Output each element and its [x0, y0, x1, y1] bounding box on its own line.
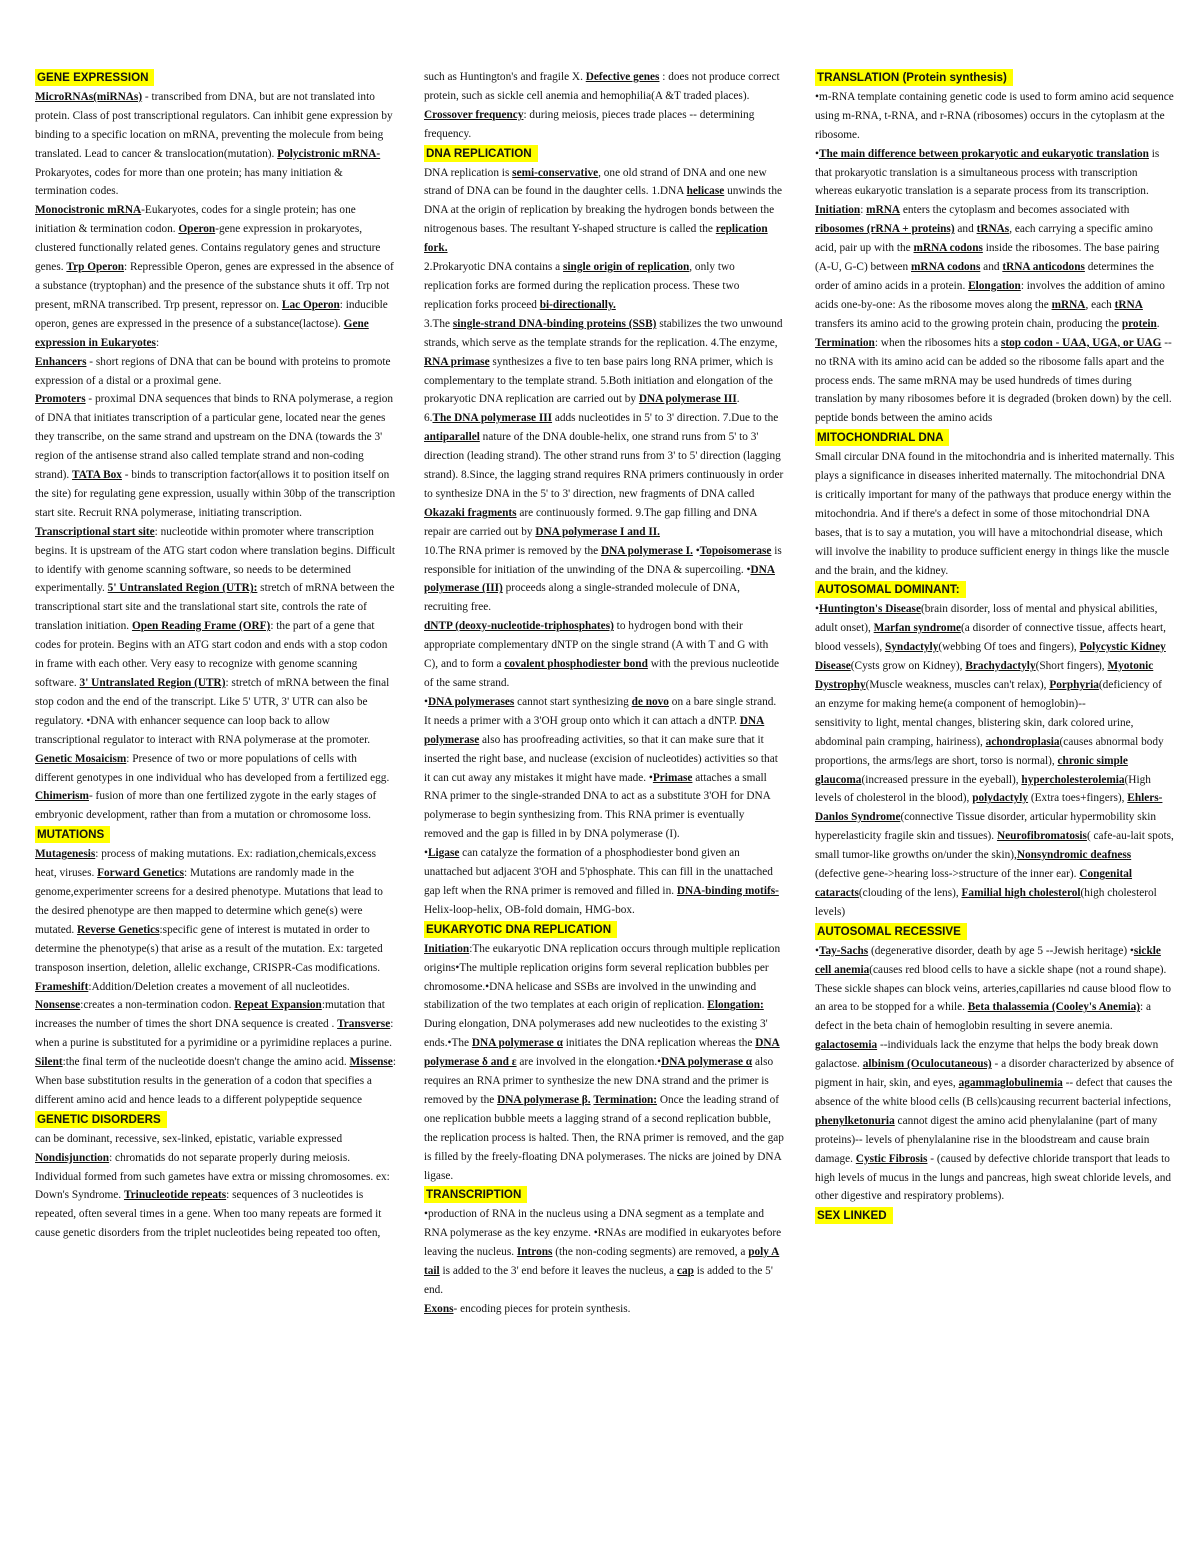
- text-run: (the non-coding segments) are removed, a: [552, 1246, 749, 1259]
- text-run: .: [736, 393, 740, 406]
- text-run: Once the leading strand of one replication bubble meets a lagging strand of a second replication bubble, the replication process is halted. Then, the RNA primer is removed, and the gap is filled by the freely-floating DNA polymerases. The nicks are joined by DNA ligase.: [424, 1093, 784, 1182]
- text-run: - a disorder characterized by absence of pigment in hair, skin, and eyes,: [815, 1058, 1174, 1090]
- text-run: can be dominant, recessive, sex-linked, epistatic, variable expressed: [35, 1132, 343, 1145]
- section-sex-linked: [815, 1206, 1175, 1226]
- text-run: stretch of mRNA between the transcriptional start site and the translational start site, controls the rate of translation initiation.: [35, 582, 395, 633]
- text-run: , only two replication forks are formed during the replication process. These two replication forks proceed: [424, 261, 740, 311]
- key-term: Nondisjunction: [35, 1151, 110, 1164]
- key-term: Reverse Genetics: [77, 923, 160, 936]
- key-term: Neurofibromatosis: [996, 830, 1087, 843]
- key-term: MicroRNAs(miRNAs): [35, 90, 143, 103]
- text-run: : Presence of two or more populations of cells with different genotypes in one individual who has developed from a fertilized egg.: [35, 752, 390, 784]
- section-translation-protein-synthesis: [815, 68, 1175, 428]
- key-term: de novo: [631, 695, 669, 708]
- text-run: : When base substitution results in the generation of a codon that specifies a different amino acid and hence leads to a different polypeptide sequence: [35, 1056, 396, 1106]
- paragraph: [35, 88, 397, 201]
- key-term: DNA polymerase I.: [600, 544, 693, 557]
- key-term: tRNA: [1114, 298, 1143, 311]
- paragraph: [424, 409, 785, 541]
- text-run: : inducible operon, genes are expressed in the presence of a substance(lactose).: [35, 298, 388, 330]
- text-run: :creates a non-termination codon.: [80, 999, 235, 1012]
- key-term: Operon: [178, 223, 216, 236]
- key-term: Elongation: [968, 279, 1021, 292]
- section-genetic-disorders: [35, 1110, 397, 1243]
- key-term: Nonsyndromic deafness: [1016, 849, 1132, 862]
- key-term: Congenital cataracts: [815, 868, 1133, 899]
- text-run: : nucleotide within promoter where transcription begins. It is upstream of the ATG start codon where translation begins. Difficult to identify with genome scanning software, so needs to be determined experimentally.: [35, 525, 395, 595]
- key-term: Ehlers-Danlos Syndrome: [815, 792, 1163, 824]
- key-term: Marfan syndrome: [873, 622, 962, 635]
- key-term: cap: [677, 1265, 694, 1278]
- paragraph: [424, 844, 785, 920]
- text-run: (High levels of cholesterol in the blood),: [815, 773, 1151, 805]
- text-run: are involved in the elongation.•: [516, 1056, 662, 1069]
- key-term: Defective genes: [585, 71, 660, 83]
- text-run: 2.Prokaryotic DNA contains a: [424, 261, 563, 274]
- key-term: tRNAs: [976, 223, 1010, 236]
- text-run: : involves the addition of amino acids one-by-one: As the ribosome moves along the: [815, 279, 1165, 311]
- text-run: (connective Tissue disorder, articular hypermobility skin hyperelasticity fragile skin and tissues).: [815, 811, 1157, 843]
- section-autosomal-recessive: [815, 922, 1175, 1207]
- text-run: (causes abnormal body proportions, the arms/legs are short, torso is normal),: [815, 735, 1164, 767]
- text-run: : does not produce correct protein, such as sickle cell anemia and hemophilia(A &T traded places).: [424, 71, 780, 102]
- key-term: bi-directionally.: [539, 298, 616, 311]
- text-run: - proximal DNA sequences that binds to RNA polymerase, a region of DNA that initiates transcription of a particular gene, located near the genes they transcribe, on the same strand and upstream on the DNA (towards the 3' region of the antisense strand also called template strand and non-coding strand).: [35, 393, 394, 482]
- text-run: are continuously formed. 9.The gap filling and DNA repair are carried out by: [424, 506, 757, 538]
- key-term: helicase: [686, 185, 725, 198]
- key-term: Polycystic Kidney Disease: [815, 641, 1166, 673]
- key-term: Primase: [652, 771, 693, 784]
- text-run: (a disorder of connective tissue, affects heart, blood vessels),: [815, 622, 1166, 654]
- text-run: (degenerative disorder, death by age 5 --Jewish heritage) •: [868, 944, 1134, 957]
- paragraph: [35, 1149, 397, 1244]
- text-run: and: [980, 261, 1003, 274]
- key-term: Elongation:: [707, 999, 764, 1012]
- key-term: albinism (Oculocutaneous): [862, 1058, 992, 1071]
- key-term: DNA polymerase β.: [497, 1093, 591, 1106]
- text-run: •: [815, 603, 819, 616]
- text-run: adds nucleotides in 5' to 3' direction. 7.Due to the: [552, 412, 779, 425]
- text-run: transfers its amino acid to the growing protein chain, producing the: [815, 317, 1122, 330]
- text-run: :: [155, 336, 160, 349]
- key-term: mRNA: [1051, 298, 1086, 311]
- text-run: : a defect in the beta chain of hemoglobin resulting in severe anemia.: [815, 1001, 1152, 1033]
- key-term: agammaglobulinemia: [958, 1077, 1063, 1090]
- text-run: also requires an RNA primer to synthesize the new DNA strand and the primer is removed by the: [424, 1056, 774, 1106]
- section-mutations: [35, 825, 397, 1110]
- text-run: 6.: [424, 412, 433, 425]
- key-term: Familial high cholesterol: [961, 886, 1081, 899]
- text-run: .: [1156, 317, 1160, 330]
- key-term: tRNA anticodons: [1002, 261, 1085, 274]
- text-run: inside the ribosomes. The base pairing (A-U, G-C) between: [815, 242, 1160, 274]
- paragraph: [815, 448, 1175, 580]
- text-run: DNA replication is: [424, 166, 513, 179]
- text-run: : when the ribosomes hits a: [874, 336, 1001, 349]
- text-run: proceeds along a single-stranded molecule of DNA, recruiting free.: [424, 582, 740, 614]
- key-term: DNA polymerase α: [471, 1037, 563, 1050]
- text-run: (increased pressure in the eyeball),: [861, 773, 1022, 786]
- key-term: Open Reading Frame (ORF): [131, 620, 271, 633]
- key-term: Transverse: [337, 1018, 391, 1031]
- key-term: mRNA codons: [911, 261, 981, 274]
- key-term: mRNA: [866, 204, 901, 217]
- key-term: single origin of replication: [563, 261, 690, 274]
- key-term: DNA polymerases: [427, 695, 515, 708]
- section-heading: TRANSLATION (Protein synthesis): [815, 69, 1013, 86]
- key-term: polydactyly: [972, 792, 1029, 805]
- paragraph: [815, 88, 1175, 145]
- text-run: is added to the 3' end before it leaves the nucleus, a: [439, 1265, 678, 1278]
- text-run: can catalyze the formation of a phosphodiester bond given an unattached but adjacent 3'OH and 5'phosphate. This can fill in the unattached gap left when the RNA primer is removed and filled in.: [424, 847, 773, 897]
- text-run: unwinds the DNA at the origin of replication by breaking the hydrogen bonds between the nitrogenous bases. The resultant Y-shaped structure is called the: [424, 185, 782, 236]
- key-term: Porphyria: [1049, 679, 1099, 691]
- text-run: (webbing Of toes and fingers),: [938, 641, 1080, 654]
- text-run: •m-RNA template containing genetic code is used to form amino acid sequence using m-RNA, t-RNA, and r-RNA (ribosomes) occurs in the cytoplasm at the ribosome.: [815, 90, 1174, 141]
- text-run: (deficiency of an enzyme for making heme(a component of hemoglobin)--: [815, 679, 1162, 710]
- key-term: ribosomes (rRNA + proteins): [815, 223, 955, 236]
- text-run: •: [815, 147, 819, 160]
- key-term: Genetic Mosaicism: [35, 752, 127, 765]
- text-run: and: [954, 223, 977, 236]
- key-term: single-strand DNA-binding proteins (SSB): [452, 317, 657, 330]
- text-run: , one old strand of DNA and one new strand of DNA can be found in the daughter cells. 1.DNA: [424, 166, 767, 198]
- section-heading: MITOCHONDRIAL DNA: [815, 429, 949, 446]
- key-term: Frameshift: [35, 980, 89, 993]
- section-eukaryotic-dna-replication: [424, 920, 785, 1186]
- text-run: - fusion of more than one fertilized zygote in the early stages of embryonic development, rather than from a mutation or chromosome loss.: [35, 790, 377, 822]
- section-heading: GENETIC DISORDERS: [35, 1111, 167, 1128]
- section-heading: TRANSCRIPTION: [424, 1186, 527, 1203]
- key-term: DNA polymerase α: [661, 1056, 753, 1069]
- text-run: (high cholesterol levels): [815, 886, 1157, 918]
- text-run: determines the order of amino acids in a protein.: [815, 261, 1154, 292]
- key-term: Exons: [424, 1302, 454, 1315]
- text-run: stabilizes the two unwound strands, which serve as the template strands for the replication. 4.The enzyme,: [424, 317, 783, 349]
- text-run: : during meiosis, pieces trade places -- determining frequency.: [424, 108, 755, 140]
- key-term: Cystic Fibrosis: [855, 1152, 928, 1165]
- text-run: synthesizes a five to ten base pairs long RNA primer, which is complementary to the template strand. 5.Both initiation and elongation of the prokaryotic DNA replication are carried out by: [424, 355, 774, 406]
- text-run: - short regions of DNA that can be bound with proteins to promote expression of a distal or a proximal gene.: [35, 355, 391, 387]
- text-run: (Muscle weakness, muscles can't relax),: [865, 679, 1050, 691]
- text-run: on a bare single strand. It needs a primer with a 3'OH group onto which it can attach a dNTP.: [424, 695, 777, 727]
- paragraph: [424, 1300, 785, 1319]
- text-run: (Short fingers),: [1035, 660, 1108, 673]
- text-run: : process of making mutations. Ex: radiation,chemicals,excess heat, viruses.: [35, 848, 377, 880]
- section-autosomal-dominant: [815, 580, 1175, 921]
- key-term: chronic simple glaucoma: [815, 754, 1128, 786]
- text-run: Small circular DNA found in the mitochondria and is inherited maternally. This plays a significance in diseases inherited maternally. The mitochondrial DNA is critically important for many of the pathways that produce energy within the mitochondria. And if there's a defect in some of those mitochondrial DNA bases, that is to say a mutation, you will have a mitochondrial disease, which will involve the inability to produce sufficient energy in things like the muscle and the brain, and the kidney.: [815, 451, 1175, 577]
- text-run: Helix-loop-helix, OB-fold domain, HMG-box.: [424, 903, 635, 916]
- text-run: - binds to transcription factor(allows it to position itself on the site) for regulating gene expression, usually within 30bp of the transcription start site. Recruit RNA polymerase, initiating transcription.: [35, 469, 396, 519]
- paragraph: [424, 315, 785, 410]
- key-term: TATA Box: [72, 469, 122, 482]
- key-term: DNA polymerase: [424, 714, 765, 746]
- section-continued: [424, 68, 785, 144]
- key-term: Enhancers: [35, 355, 87, 368]
- key-term: Trp Operon: [66, 261, 125, 274]
- text-run: --individuals lack the enzyme that helps the body break down galactose.: [815, 1039, 1159, 1071]
- paragraph: [815, 942, 1175, 1207]
- key-term: covalent phosphodiester bond: [504, 658, 648, 671]
- section-heading: SEX LINKED: [815, 1207, 893, 1224]
- key-term: Forward Genetics: [97, 867, 185, 880]
- key-term: Myotonic Dystrophy: [815, 660, 1154, 691]
- text-run: -- defect that causes the absence of the white blood cells (B cells)causing recurrent bacterial infections,: [815, 1077, 1173, 1108]
- text-run: 10.The RNA primer is removed by the: [424, 544, 601, 557]
- paragraph: [424, 940, 785, 1186]
- paragraph: [35, 353, 397, 391]
- text-run: 3.The: [424, 317, 453, 330]
- key-term: Silent: [35, 1056, 63, 1069]
- key-term: Lac Operon: [281, 298, 340, 311]
- text-run: is that prokaryotic translation is a simultaneous process with transcription whereas eukaryotic translation is a separate process from its transcription.: [815, 147, 1160, 198]
- key-term: Chimerism: [35, 790, 89, 803]
- text-run: : Repressible Operon, genes are expressed in the absence of a substance (tryptophan) and the presence of the substance shuts it off. Trp not present, mRNA transcribed. Trp present, repressor on.: [35, 261, 394, 311]
- text-run: Prokaryotes, codes for more than one protein; has many initiation & termination codes.: [35, 166, 343, 198]
- key-term: Polycistronic mRNA-: [277, 147, 381, 160]
- section-heading: MUTATIONS: [35, 826, 110, 843]
- text-run: ( cafe-au-lait spots, small tumor-like growths on/under the skin),: [815, 830, 1174, 862]
- text-run: -Eukaryotes, codes for a single protein; has one initiation & termination codon.: [35, 204, 356, 236]
- text-run: :mutation that increases the number of times the short DNA sequence is created .: [35, 999, 385, 1031]
- column-1: [35, 68, 397, 1243]
- column-3: [815, 68, 1175, 1226]
- column-2: [424, 68, 785, 1319]
- section-transcription: [424, 1185, 785, 1318]
- text-run: attaches a small RNA primer to the single-stranded DNA to act as a substitute 3'OH for DNA polymerase to begin synthesizing from. This RNA primer is eventually removed and the gap is filled in by DNA polymerase (I).: [424, 771, 771, 841]
- text-run: (defective gene->hearing loss->structure of the inner ear).: [815, 868, 1080, 881]
- key-term: 3' Untranslated Region (UTR): [79, 677, 226, 689]
- text-run: is added to the 5' end.: [424, 1265, 773, 1296]
- key-term: RNA primase: [424, 355, 490, 368]
- section-heading: DNA REPLICATION: [424, 145, 538, 162]
- key-term: Okazaki fragments: [424, 506, 517, 519]
- key-term: Topoisomerase: [699, 544, 772, 557]
- key-term: Repeat Expansion: [234, 999, 322, 1012]
- paragraph: [35, 523, 397, 826]
- paragraph: [424, 164, 785, 259]
- key-term: Huntington's Disease: [818, 603, 921, 616]
- paragraph: [424, 1205, 785, 1300]
- key-term: Nonsense: [35, 999, 81, 1012]
- key-term: DNA polymerase I and II.: [535, 525, 660, 538]
- text-run: :: [860, 204, 867, 217]
- key-term: Missense: [349, 1056, 393, 1069]
- key-term: Gene expression in Eukaryotes: [35, 317, 369, 349]
- text-run: , each carrying a specific amino acid, pair up with the: [815, 223, 1153, 255]
- text-run: (clouding of the lens),: [858, 886, 962, 899]
- text-run: •: [424, 847, 428, 860]
- paragraph: [35, 1130, 397, 1149]
- key-term: Monocistronic mRNA: [35, 204, 142, 217]
- key-term: DNA polymerase (III): [424, 563, 775, 595]
- key-term: galactosemia: [815, 1039, 878, 1052]
- text-run: with the previous nucleotide of the same strand.: [424, 658, 780, 689]
- text-run: •: [424, 695, 428, 708]
- text-run: - encoding pieces for protein synthesis.: [453, 1302, 631, 1315]
- key-term: Introns: [516, 1246, 553, 1259]
- key-term: Termination:: [593, 1093, 658, 1106]
- text-run: :the final term of the nucleotide doesn't change the amino acid.: [62, 1056, 350, 1069]
- text-run: : stretch of mRNA between the final stop codon and the end of the transcript. Like 5' UTR, 3' UTR can also be regulatory. •DNA with enhancer sequence can loop back to allow transcriptional regulator to interact with RNA polymerase at the promoter.: [35, 677, 390, 746]
- paragraph: [424, 617, 785, 693]
- text-run: initiates the DNA replication whereas the: [562, 1037, 756, 1050]
- key-term: Mutagenesis: [35, 848, 96, 861]
- key-term: phenylketonuria: [815, 1114, 895, 1127]
- key-term: 5' Untranslated Region (UTR):: [107, 582, 258, 595]
- paragraph: [815, 600, 1175, 713]
- paragraph: [815, 145, 1175, 429]
- key-term: protein: [1121, 317, 1157, 330]
- key-term: poly A tail: [424, 1246, 780, 1278]
- paragraph: [424, 542, 785, 618]
- key-term: hypercholesterolemia: [1021, 773, 1125, 786]
- text-run: (Cysts grow on Kidney),: [850, 660, 966, 673]
- section-mitochondrial-dna: [815, 428, 1175, 580]
- key-term: Crossover frequency: [424, 108, 524, 121]
- text-run: - transcribed from DNA, but are not translated into protein. Class of post transcriptional regulators. Can inhibit gene expression by binding to a specific location on mRNA, preventing the molecule from being translated. Lead to cancer & translocation(mutation).: [35, 90, 393, 160]
- key-term: Brachydactyly: [965, 660, 1036, 673]
- text-run: to hydrogen bond with their appropriate complementary dNTP on the single strand (A with T and G with C), and to form a: [424, 620, 769, 671]
- key-term: replication fork.: [424, 223, 768, 255]
- text-run: :Addition/Deletion creates a movement of all nucleotides.: [88, 980, 350, 993]
- paragraph: [35, 201, 397, 352]
- key-term: stop codon - UAA, UGA, or UAG: [1000, 336, 1162, 349]
- key-term: The DNA polymerase III: [432, 412, 553, 425]
- key-term: Syndactyly: [884, 641, 939, 654]
- text-run: : when a purine is substituted for a pyrimidine or a pyrimidine replaces a purine.: [35, 1018, 394, 1050]
- key-term: mRNA codons: [913, 242, 983, 255]
- key-term: DNA-binding motifs-: [676, 884, 779, 897]
- text-run: :The eukaryotic DNA replication occurs through multiple replication origins•The multiple replication origins form several replication bubbles per chromosome.•DNA helicase and SSBs are involved in the unwinding and stabilization of the two templates at each origin of replication.: [424, 942, 781, 1012]
- key-term: DNA polymerase III: [638, 393, 737, 406]
- section-heading: AUTOSOMAL DOMINANT:: [815, 581, 966, 598]
- text-run: is responsible for initiation of the unwinding of the DNA & supercoiling. •: [424, 544, 782, 576]
- key-term: DNA polymerase δ and ε: [424, 1037, 780, 1069]
- text-run: : chromatids do not separate properly during meiosis. Individual formed from such gametes have extra or missing chromosomes. ex: Down's Syndrome.: [35, 1151, 390, 1202]
- text-run: cannot digest the amino acid phenylalanine (part of many proteins)-- levels of phenylalanine rise in the bloodstream and cause brain damage.: [815, 1114, 1158, 1165]
- text-run: •: [815, 944, 819, 957]
- text-run: - (caused by defective chloride transport that leads to high levels of mucus in the lungs and pancreas, high sweat chloride levels, and other digestive and respiratory problems).: [815, 1152, 1172, 1203]
- key-term: antiparallel: [424, 431, 480, 444]
- key-term: Initiation: [424, 942, 470, 955]
- text-run: such as Huntington's and fragile X.: [424, 71, 586, 83]
- section-dna-replication: [424, 144, 785, 920]
- text-run: •production of RNA in the nucleus using a DNA segment as a template and RNA polymerase as the key enzyme. •RNAs are modified in eukaryotes before leaving the nucleus.: [424, 1208, 782, 1259]
- text-run: : the part of a gene that codes for protein. Begins with an ATG start codon and ends with a stop codon in frame with each other. Very easy to recognize with genome scanning software.: [35, 620, 388, 689]
- section-heading: GENE EXPRESSION: [35, 69, 154, 86]
- key-term: Ligase: [427, 847, 460, 860]
- text-run: , each: [1085, 298, 1115, 311]
- key-term: Beta thalassemia (Cooley's Anemia): [967, 1001, 1141, 1014]
- key-term: semi-conservative: [512, 166, 599, 179]
- paragraph: [35, 390, 397, 522]
- text-run: also has proofreading activities, so that it can make sure that it inserted the right base, and nuclease (excision of nucleotides) activities so that it can cut away any mistakes it might have made. •: [424, 733, 778, 784]
- text-run: :specific gene of interest is mutated in order to determine the phenotype(s) that arise as a result of the mutation. Ex: targeted transposon insertion, deletion, allelic exchange, CRISPR-Cas modifications.: [35, 923, 383, 974]
- key-term: The main difference between prokaryotic and eukaryotic translation: [818, 147, 1149, 160]
- text-run: nature of the DNA double-helix, one strand runs from 5' to 3' direction (leading strand). The other strand runs from 3' to 5' direction (lagging strand). 8.Since, the lagging strand requires RNA primers continuously in order to synthesize DNA in the 5' to 3' direction, new fragments of DNA called: [424, 431, 784, 500]
- key-term: Trinucleotide repeats: [123, 1189, 227, 1202]
- key-term: achondroplasia: [985, 735, 1060, 748]
- key-term: Transcriptional start site: [35, 525, 155, 538]
- paragraph: [35, 845, 397, 977]
- text-run: sensitivity to light, mental changes, blistering skin, dark colored urine, abdominal pain cramping, hairiness),: [815, 716, 1134, 748]
- text-run: : Mutations are randomly made in the genome,experimenter screens for a desired phenotype. Mutations that lead to the desired phenotype are then mapped to determine which gene(s) were mutated.: [35, 867, 383, 936]
- text-run: cannot start synthesizing: [514, 695, 632, 708]
- key-term: sickle cell anemia: [815, 944, 1161, 976]
- key-term: Termination: [815, 336, 875, 349]
- text-run: •: [692, 544, 700, 557]
- paragraph: [35, 978, 397, 1110]
- section-heading: AUTOSOMAL RECESSIVE: [815, 923, 967, 940]
- paragraph: [424, 258, 785, 315]
- section-gene-expression: [35, 68, 397, 825]
- key-term: Promoters: [35, 393, 86, 406]
- key-term: Tay-Sachs: [818, 944, 869, 957]
- text-run: (Extra toes+fingers),: [1028, 792, 1128, 805]
- text-run: : sequences of 3 nucleotides is repeated, often several times in a gene. When too many repeats are formed it cause genetic disorders from the triplet nucleotides being repeated too often,: [35, 1189, 382, 1240]
- text-run: -- no tRNA with its amino acid can be added so the ribosome falls apart and the process ends. The same mRNA may be used hundreds of times during translation by many ribosomes before it is degraded (broken down) by the cell. peptide bonds between the amino acids: [815, 336, 1172, 425]
- text-run: During elongation, DNA polymerases add new nucleotides to the existing 3' ends.•The: [424, 1018, 768, 1050]
- paragraph: [424, 68, 785, 144]
- text-run: (brain disorder, loss of mental and physical abilities, adult onset),: [815, 603, 1158, 635]
- text-run: (causes red blood cells to have a sickle shape (not a round shape). These sickle shapes can block veins, arteries,capillaries nd cause blood flow to an area to be stopped for a while.: [815, 963, 1172, 1014]
- key-term: Initiation: [815, 204, 861, 217]
- section-heading: EUKARYOTIC DNA REPLICATION: [424, 921, 617, 938]
- paragraph: [815, 714, 1175, 922]
- paragraph: [424, 693, 785, 844]
- text-run: enters the cytoplasm and becomes associated with: [900, 204, 1130, 217]
- text-run: -gene expression in prokaryotes, clustered functionally related genes. Contains regulatory genes and structure genes.: [35, 223, 381, 274]
- key-term: dNTP (deoxy-nucleotide-triphosphates): [424, 620, 614, 633]
